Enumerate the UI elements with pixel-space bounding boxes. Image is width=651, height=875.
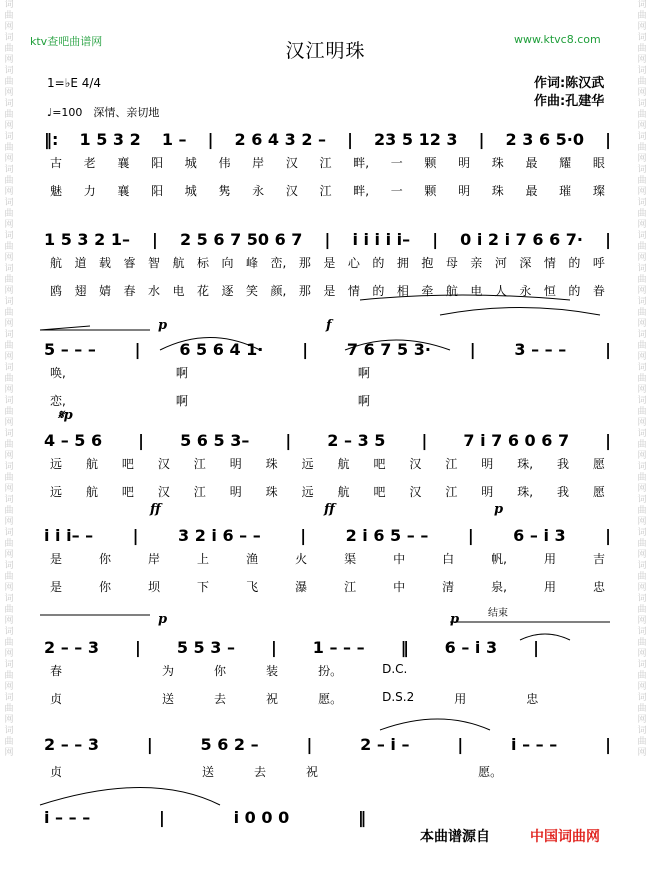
lyric-verse-1: 是 你 岸 上 渔 火 渠 中 白 帆, 用 吉: [50, 552, 605, 566]
score-system-5: [40, 524, 615, 594]
notes-line-6: 2 – – 3 | 5 5 3 – | 1 – – – ‖ 6 – i 3 |: [44, 637, 539, 657]
score-system-7: [40, 733, 615, 779]
lyric-verse-2: 是 你 坝 下 飞 瀑 江 中 清 泉, 用 忠: [50, 580, 605, 594]
score-system-4: [40, 429, 615, 499]
footer-source: 本曲谱源自: [420, 829, 490, 845]
lyricist-credit: 作词:陈汉武: [534, 76, 605, 91]
lyric-verse-2: 鸥 翅 婧 春 水 电 花 逐 笑 颜, 那 是 情 的 相 牵 航 电 人 永 恒 的 眷: [50, 284, 605, 298]
notes-line-2: 1 5 3 2 1– | 2 5 6 7 50 6 7 | i i i i i– | 0 i 2 i 7 6 6 7· |: [44, 229, 611, 249]
score-system-2: [40, 228, 615, 298]
score-system-1: [40, 128, 615, 198]
song-title: 汉江明珠: [285, 40, 366, 62]
score-system-6: [40, 636, 615, 706]
lyric-verse-2: 远 航 吧 汉 江 明 珠 远 航 吧 汉 江 明 珠, 我 愿: [50, 485, 605, 499]
dynamic-f: f: [326, 318, 332, 333]
lyric-verse-1: 远 航 吧 汉 江 明 珠 远 航 吧 汉 江 明 珠, 我 愿: [50, 457, 605, 471]
end-label: 结束: [488, 608, 508, 619]
notes-line-5: i i i– – | 3 2 i 6 – – | 2 i 6 5 – – | 6 – i 3 |: [44, 525, 611, 545]
dynamic-p: p: [158, 318, 168, 333]
notes-line-7: 2 – – 3 | 5 6 2 – | 2 – i – | i – – – |: [44, 734, 611, 754]
lyric-verse-1: 贞 送 去 祝 愿。: [50, 765, 503, 779]
lyric-verse-1: 航 道 载 睿 智 航 标 向 峰 峦, 那 是 心 的 拥 抱 母 亲 河 深 情 的 呼: [50, 256, 605, 270]
dynamic-segno-p: 𝄋p: [58, 408, 73, 423]
lyric-verse-2: 魅 力 襄 阳 城 隽 永 汉 江 畔, 一 颗 明 珠 最 璀 璨: [50, 184, 605, 198]
dynamic-ff: ff: [150, 502, 161, 517]
dynamic-p: p: [450, 612, 460, 627]
dynamic-ff: ff: [324, 502, 335, 517]
lyric-verse-2: 贞 送 去 祝 愿。 D.S.2 用 忠: [50, 690, 539, 706]
score-system-8: [40, 806, 370, 828]
notes-line-1: ‖: 1 5 3 2 1 – | 2 6 4 3 2 – | 23 5 12 3 | 2 3 6 5·0 |: [44, 129, 611, 149]
score-system-3: [40, 338, 615, 408]
tempo-marking: ♩=100 深情、亲切地: [47, 106, 160, 119]
lyric-verse-1: 唤, 啊 啊: [50, 366, 370, 380]
side-watermark-left: 词曲网词曲网词曲网词曲网词曲网词曲网词曲网词曲网词曲网词曲网词曲网词曲网词曲网词曲网词曲网词曲网词曲网词曲网词曲网词曲网词曲网词曲网词曲网: [4, 0, 14, 758]
dynamic-p: p: [494, 502, 504, 517]
lyric-verse-1: 古 老 襄 阳 城 伟 岸 汉 江 畔, 一 颗 明 珠 最 耀 眼: [50, 156, 605, 170]
notes-line-4: 4 – 5 6 | 5 6 5 3– | 2 – 3 5 | 7 i 7 6 0 6 7 |: [44, 430, 611, 450]
lyric-verse-2: 恋, 啊 啊: [50, 394, 370, 408]
notes-line-3: 5 – – – | 6 5 6 4 1· | 7 6 7 5 3· | 3 – – – |: [44, 339, 611, 359]
key-signature: 1=♭E 4/4: [47, 76, 102, 90]
composer-credit: 作曲:孔建华: [534, 94, 605, 109]
lyric-verse-1: 春 为 你 装 扮。 D.C.: [50, 662, 408, 678]
dynamic-p: p: [158, 612, 168, 627]
notes-line-8: i – – – | i 0 0 0 ‖: [44, 807, 366, 827]
watermark-left: ktv查吧曲谱网: [30, 35, 103, 48]
watermark-right: www.ktvc8.com: [514, 33, 601, 46]
side-watermark-right: 词曲网词曲网词曲网词曲网词曲网词曲网词曲网词曲网词曲网词曲网词曲网词曲网词曲网词曲网词曲网词曲网词曲网词曲网词曲网词曲网词曲网词曲网词曲网: [637, 0, 647, 758]
footer-site-link[interactable]: 中国词曲网: [530, 829, 600, 845]
